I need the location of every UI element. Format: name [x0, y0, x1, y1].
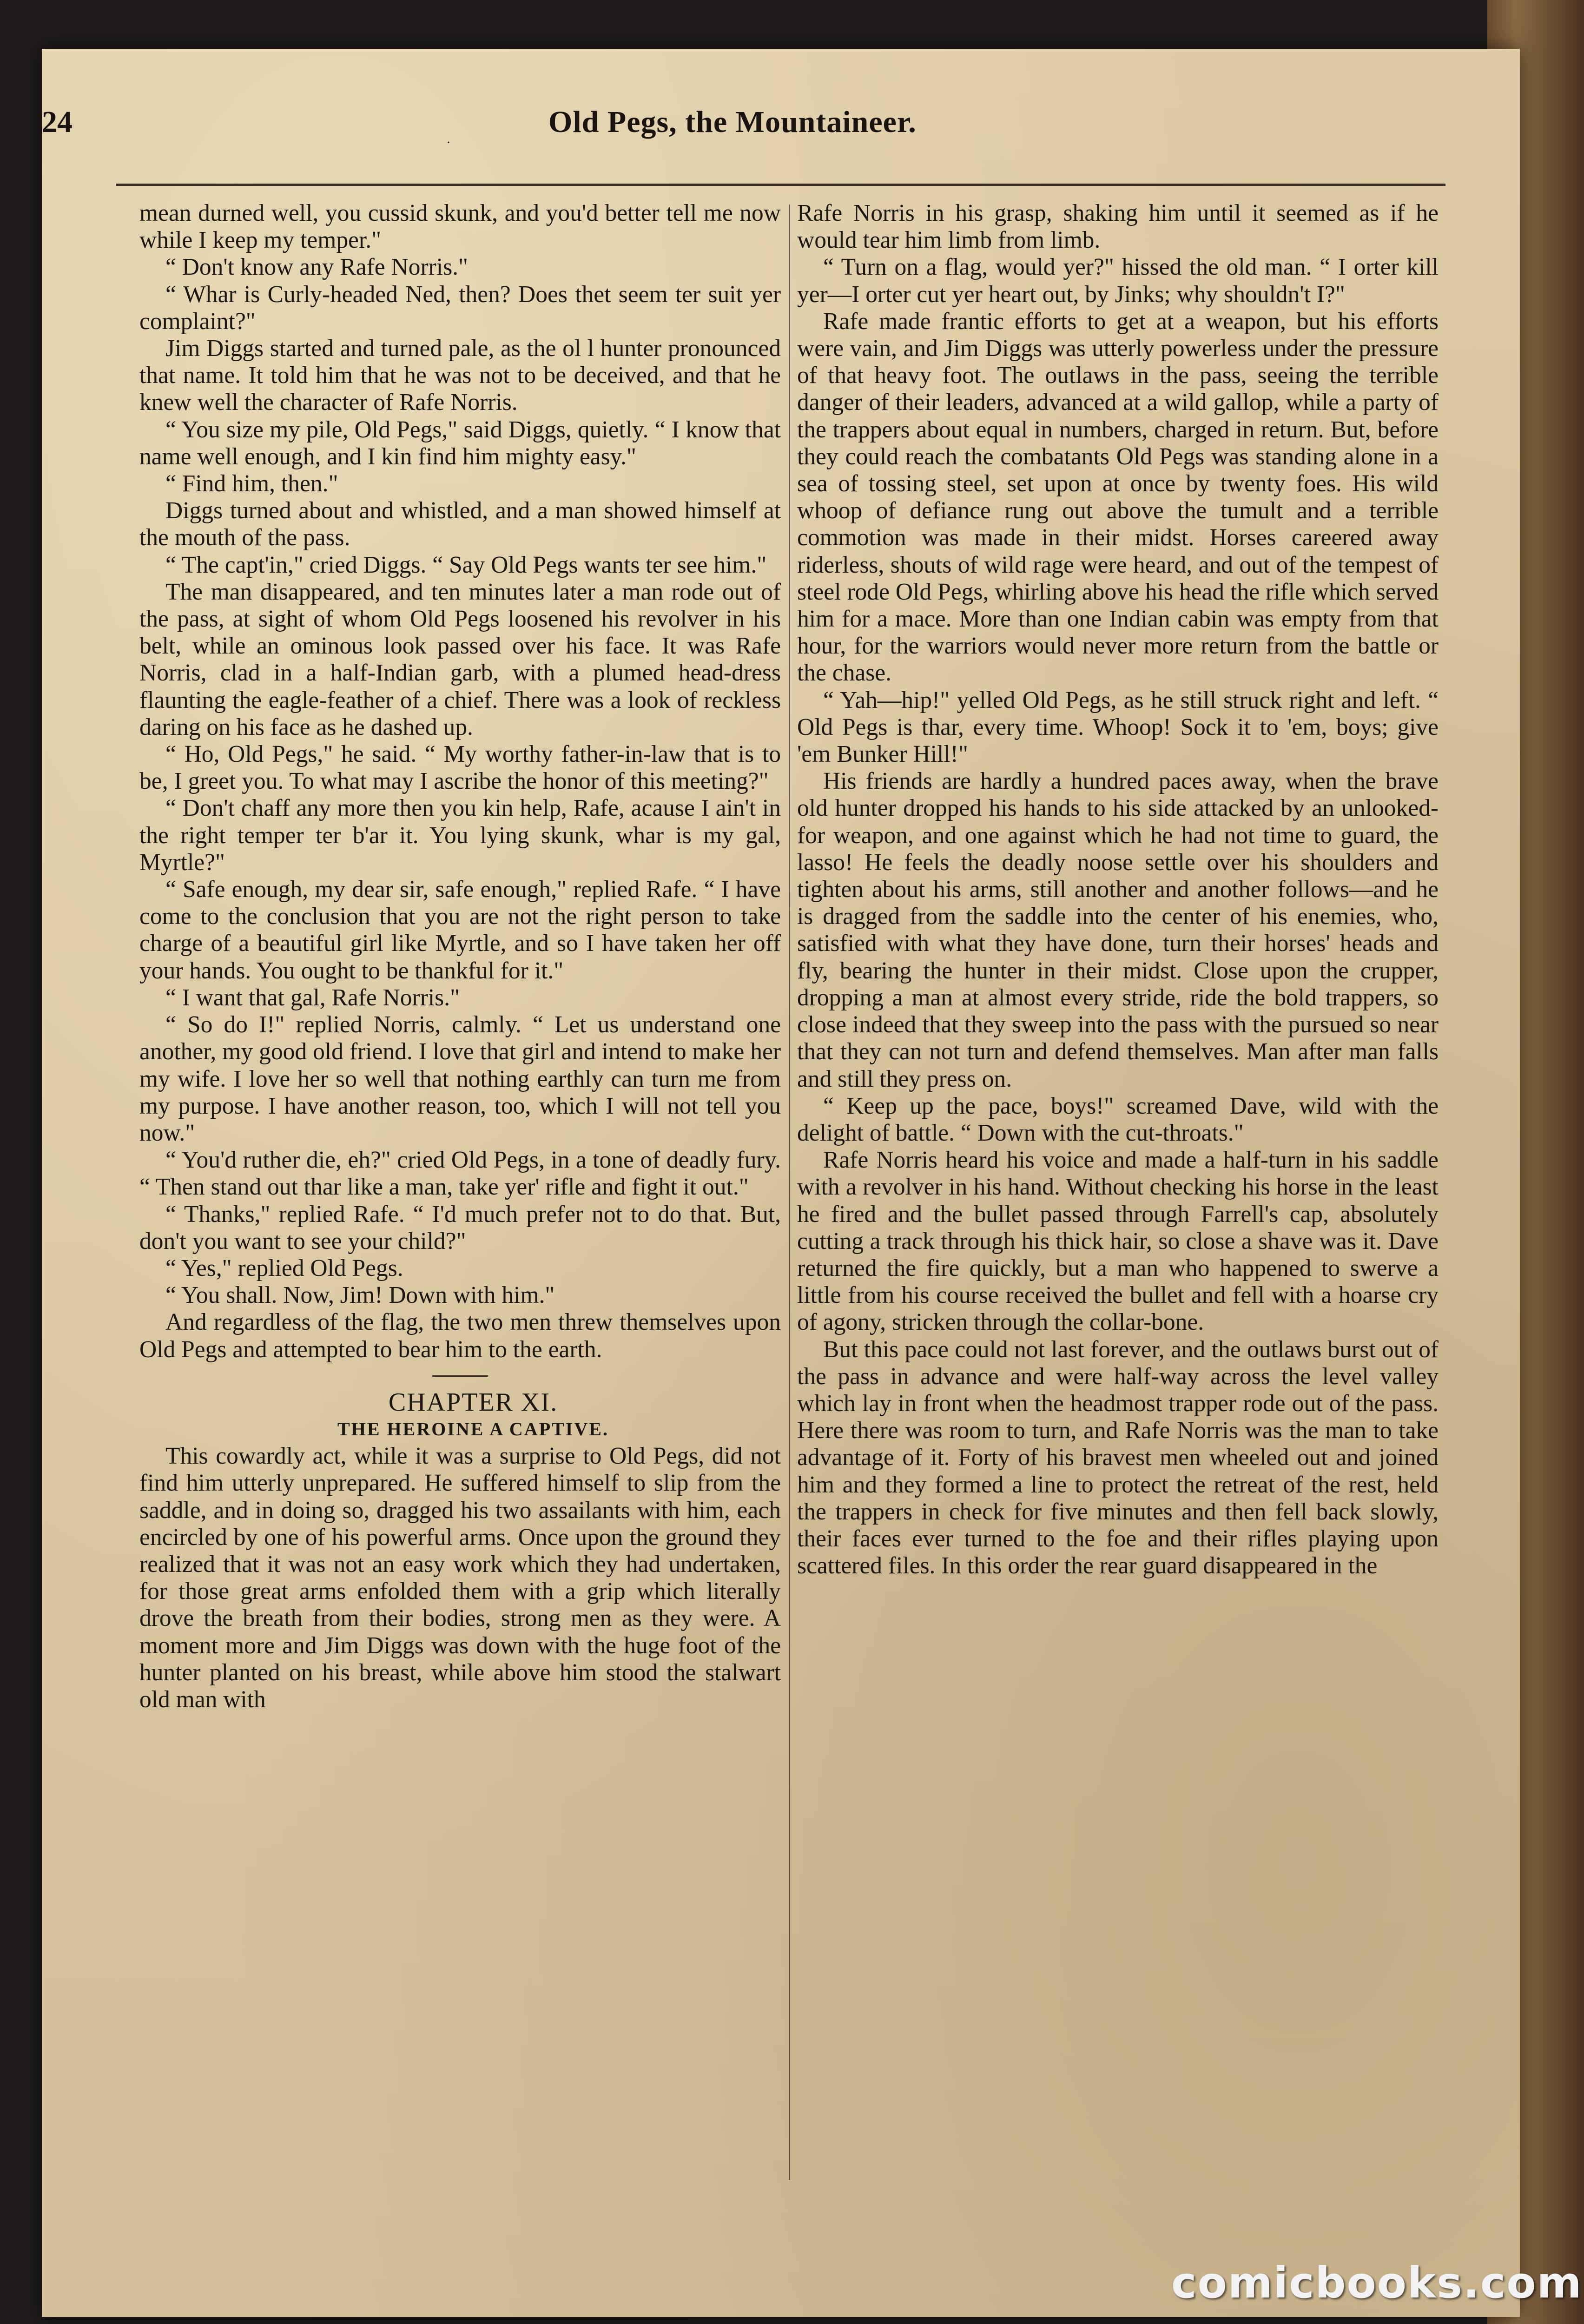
paragraph: “ Thanks," replied Rafe. “ I'd much prefer not to do that. But, don't you want to see your child?" — [139, 1201, 781, 1254]
paragraph: “ Turn on a flag, would yer?" hissed the old man. “ I orter kill yer—I orter cut yer heart out, by Jinks; why shouldn't I?" — [797, 254, 1439, 308]
paragraph: “ You'd ruther die, eh?" cried Old Pegs, in a tone of deadly fury. “ Then stand out thar like a man, take yer' rifle and fight it out." — [139, 1147, 781, 1201]
right-column — [797, 200, 1439, 1579]
paragraph: Diggs turned about and whistled, and a man showed himself at the mouth of the pass. — [139, 497, 781, 551]
paragraph: Jim Diggs started and turned pale, as the ol l hunter pronounced that name. It told him that he was not to be deceived, and that he knew well the character of Rafe Norris. — [139, 335, 781, 416]
paragraph: Rafe Norris in his grasp, shaking him until it seemed as if he would tear him limb from limb. — [797, 200, 1439, 254]
paragraph: But this pace could not last forever, and the outlaws burst out of the pass in advance and were half-way across the level valley which lay in front when the headmost trapper rode out of the pass. Here there was room to turn, and Rafe Norris was the man to take advantage of it. Forty of his bravest men wheeled out and joined him and they formed a line to protect the retreat of the rest, held the trappers in check for five minutes and then fell back slowly, their faces ever turned to the foe and their rifles playing upon scattered files. In this order the rear guard disappeared in the — [797, 1336, 1439, 1579]
paragraph: mean durned well, you cussid skunk, and you'd better tell me now while I keep my temper." — [139, 200, 781, 254]
section-rule — [432, 1375, 488, 1377]
chapter-title: CHAPTER XI. — [388, 1387, 558, 1417]
paragraph: The man disappeared, and ten minutes later a man rode out of the pass, at sight of whom Old Pegs loosened his revolver in his belt, while an ominous look passed over his face. It was Rafe Norris, clad in a half-Indian garb, with a plumed head-dress flaunting the eagle-feather of a chief. There was a look of reckless daring on his face as he dashed up. — [139, 578, 781, 740]
header-rule — [116, 184, 1445, 186]
chapter-subtitle: THE HEROINE A CAPTIVE. — [337, 1418, 609, 1439]
page-number: 24 — [42, 105, 73, 139]
watermark: comicbooks.com — [1171, 2258, 1583, 2308]
paragraph: “ I want that gal, Rafe Norris." — [165, 984, 460, 1011]
paragraph: “ Yah—hip!" yelled Old Pegs, as he still struck right and left. “ Old Pegs is thar, every time. Whoop! Sock it to 'em, boys; give 'em Bunker Hill!" — [797, 687, 1439, 768]
paragraph: “ You size my pile, Old Pegs," said Diggs, quietly. “ I know that name well enough, and I kin find him mighty easy." — [139, 416, 781, 470]
left-column — [139, 200, 781, 1713]
paragraph: “ Keep up the pace, boys!" screamed Dave, wild with the delight of battle. “ Down with the cut-throats." — [797, 1092, 1439, 1146]
paragraph: This cowardly act, while it was a surprise to Old Pegs, did not find him utterly unprepared. He suffered himself to slip from the saddle, and in doing so, dragged his two assailants with him, each encircled by one of his powerful arms. Once upon the ground they realized that it was not an easy work which they had undertaken, for those great arms enfolded them with a grip which literally drove the breath from their bodies, strong men as they were. A moment more and Jim Diggs was down with the huge foot of the hunter planted on his breast, while above him stood the stalwart old man with — [139, 1443, 781, 1713]
paragraph: His friends are hardly a hundred paces away, when the brave old hunter dropped his hands to his side attacked by an unlooked-for weapon, and one against which he had not time to guard, the lasso! He feels the deadly noose settle over his shoulders and tighten about his arms, still another and another follows—and he is dragged from the saddle into the center of his enemies, who, satisfied with what they have done, turn their horses' heads and fly, bearing the hunter in their midst. Close upon the crupper, dropping a man at almost every stride, ride the bold trappers, so close indeed that they sweep into the pass with the pursued so near that they can not turn and defend themselves. Man after man falls and still they press on. — [797, 768, 1439, 1092]
column-divider — [789, 205, 790, 2180]
paragraph: “ Safe enough, my dear sir, safe enough," replied Rafe. “ I have come to the conclusion that you are not the right person to take charge of a beautiful girl like Myrtle, and so I have taken her off your hands. You ought to be thankful for it." — [139, 876, 781, 984]
paragraph: “ Find him, then." — [165, 470, 338, 497]
paragraph: “ The capt'in," cried Diggs. “ Say Old Pegs wants ter see him." — [165, 551, 767, 578]
running-title: Old Pegs, the Mountaineer. — [548, 105, 917, 139]
paragraph: “ Don't know any Rafe Norris." — [165, 254, 469, 281]
paragraph: “ Yes," replied Old Pegs. — [165, 1254, 403, 1281]
paragraph: “ Ho, Old Pegs," he said. “ My worthy father-in-law that is to be, I greet you. To what may I ascribe the honor of this meeting?" — [139, 741, 781, 795]
paragraph: “ So do I!" replied Norris, calmly. “ Let us understand one another, my good old friend. I love that girl and intend to make her my wife. I love her so well that nothing earthly can turn me from my purpose. I have another reason, too, which I will not tell you now." — [139, 1011, 781, 1146]
paragraph: “ Whar is Curly-headed Ned, then? Does thet seem ter suit yer complaint?" — [139, 281, 781, 335]
ink-speck: · — [446, 135, 451, 150]
paragraph: “ Don't chaff any more then you kin help, Rafe, acause I ain't in the right temper ter b'ar it. You lying skunk, whar is my gal, Myrtle?" — [139, 795, 781, 876]
paragraph: And regardless of the flag, the two men threw themselves upon Old Pegs and attempted to bear him to the earth. — [139, 1309, 781, 1363]
paragraph: Rafe made frantic efforts to get at a weapon, but his efforts were vain, and Jim Diggs was utterly powerless under the pressure of that heavy foot. The outlaws in the pass, seeing the terrible danger of their leaders, advanced at a wild gallop, while a party of the trappers about equal in numbers, charged in return. But, before they could reach the combatants Old Pegs was standing alone in a sea of tossing steel, set upon at once by twenty foes. His wild whoop of defiance rung out above the tumult and a terrible commotion was made in their midst. Horses careered away riderless, shouts of wild rage were heard, and out of the tempest of steel rode Old Pegs, whirling above his head the rifle which served him for a mace. More than one Indian cabin was empty from that hour, for the warriors would never more return from the battle or the chase. — [797, 308, 1439, 687]
paragraph: Rafe Norris heard his voice and made a half-turn in his saddle with a revolver in his hand. Without checking his horse in the least he fired and the bullet passed through Farrell's cap, absolutely cutting a track through his thick hair, so close a shave was it. Dave returned the fire quickly, but a man who happened to swerve a little from his course received the bullet and fell with a hoarse cry of agony, stricken through the collar-bone. — [797, 1147, 1439, 1336]
paragraph: “ You shall. Now, Jim! Down with him." — [165, 1282, 555, 1309]
